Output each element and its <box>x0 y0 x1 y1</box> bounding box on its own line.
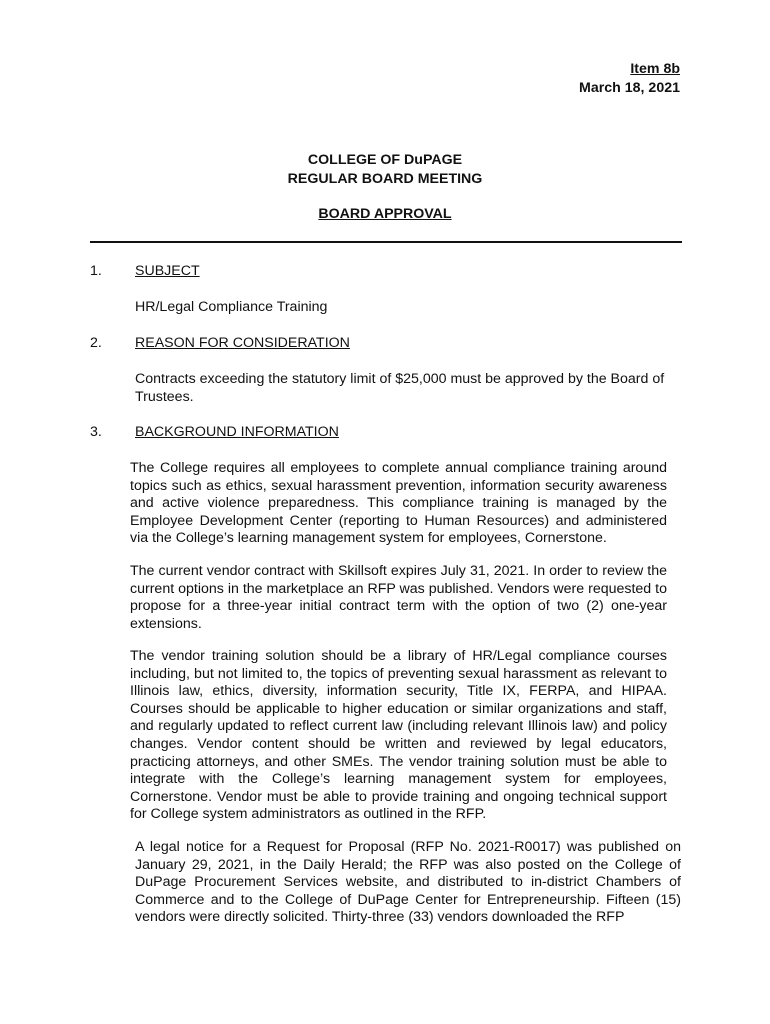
meeting-title: REGULAR BOARD MEETING <box>287 171 483 187</box>
background-paragraph-4: A legal notice for a Request for Proposal (RFP No. 2021-R0017) was published on January 29, 2021, in the Daily Herald; the RFP was also posted on the College of DuPage Procurement Services website, and distributed to in-district Chambers of Commerce and to the College of DuPage Center for Entrepreneurship. Fifteen (15) vendors were directly solicited. Thirty-three (33) vendors downloaded the RFP <box>135 839 681 926</box>
background-paragraph-3: The vendor training solution should be a library of HR/Legal compliance courses including, but not limited to, the topics of preventing sexual harassment as relevant to Illinois law, ethics, diversity, information security, Title IX, FERPA, and HIPAA. Courses should be applicable to higher education or similar organizations and staff, and regularly updated to reflect current law (including relevant Illinois law) and policy changes. Vendor content should be written and reviewed by legal educators, practicing attorneys, and other SMEs. The vendor training solution must be able to integrate with the College’s learning management system for employees, Cornerstone. Vendor must be able to provide training and ongoing technical support for College system administrators as outlined in the RFP. <box>130 648 667 823</box>
meeting-date: March 18, 2021 <box>579 80 680 96</box>
header-divider <box>90 241 682 243</box>
section-2-heading: REASON FOR CONSIDERATION <box>135 335 350 351</box>
section-3-number: 3. <box>90 424 102 440</box>
section-3-heading: BACKGROUND INFORMATION <box>135 424 339 440</box>
section-1-body: HR/Legal Compliance Training <box>135 299 328 315</box>
college-name: COLLEGE OF DuPAGE <box>307 152 463 168</box>
background-paragraph-2: The current vendor contract with Skillsoft expires July 31, 2021. In order to review the current options in the marketplace an RFP was published. Vendors were requested to propose for a three-year initial contract term with the option of two (2) one-year extensions. <box>130 563 667 632</box>
section-2-number: 2. <box>90 335 102 351</box>
item-number: Item 8b <box>630 61 680 77</box>
background-paragraph-1: The College requires all employees to complete annual compliance training around topics such as ethics, sexual harassment prevention, information security awareness and active violence preparedness. This compliance training is managed by the Employee Development Center (reporting to Human Resources) and administered via the College’s learning management system for employees, Cornerstone. <box>130 460 667 547</box>
board-approval-heading: BOARD APPROVAL <box>318 206 452 222</box>
section-2-body: Contracts exceeding the statutory limit of $25,000 must be approved by the Board of Trustees. <box>135 371 665 405</box>
section-1-number: 1. <box>90 263 102 279</box>
section-1-heading: SUBJECT <box>135 263 200 279</box>
